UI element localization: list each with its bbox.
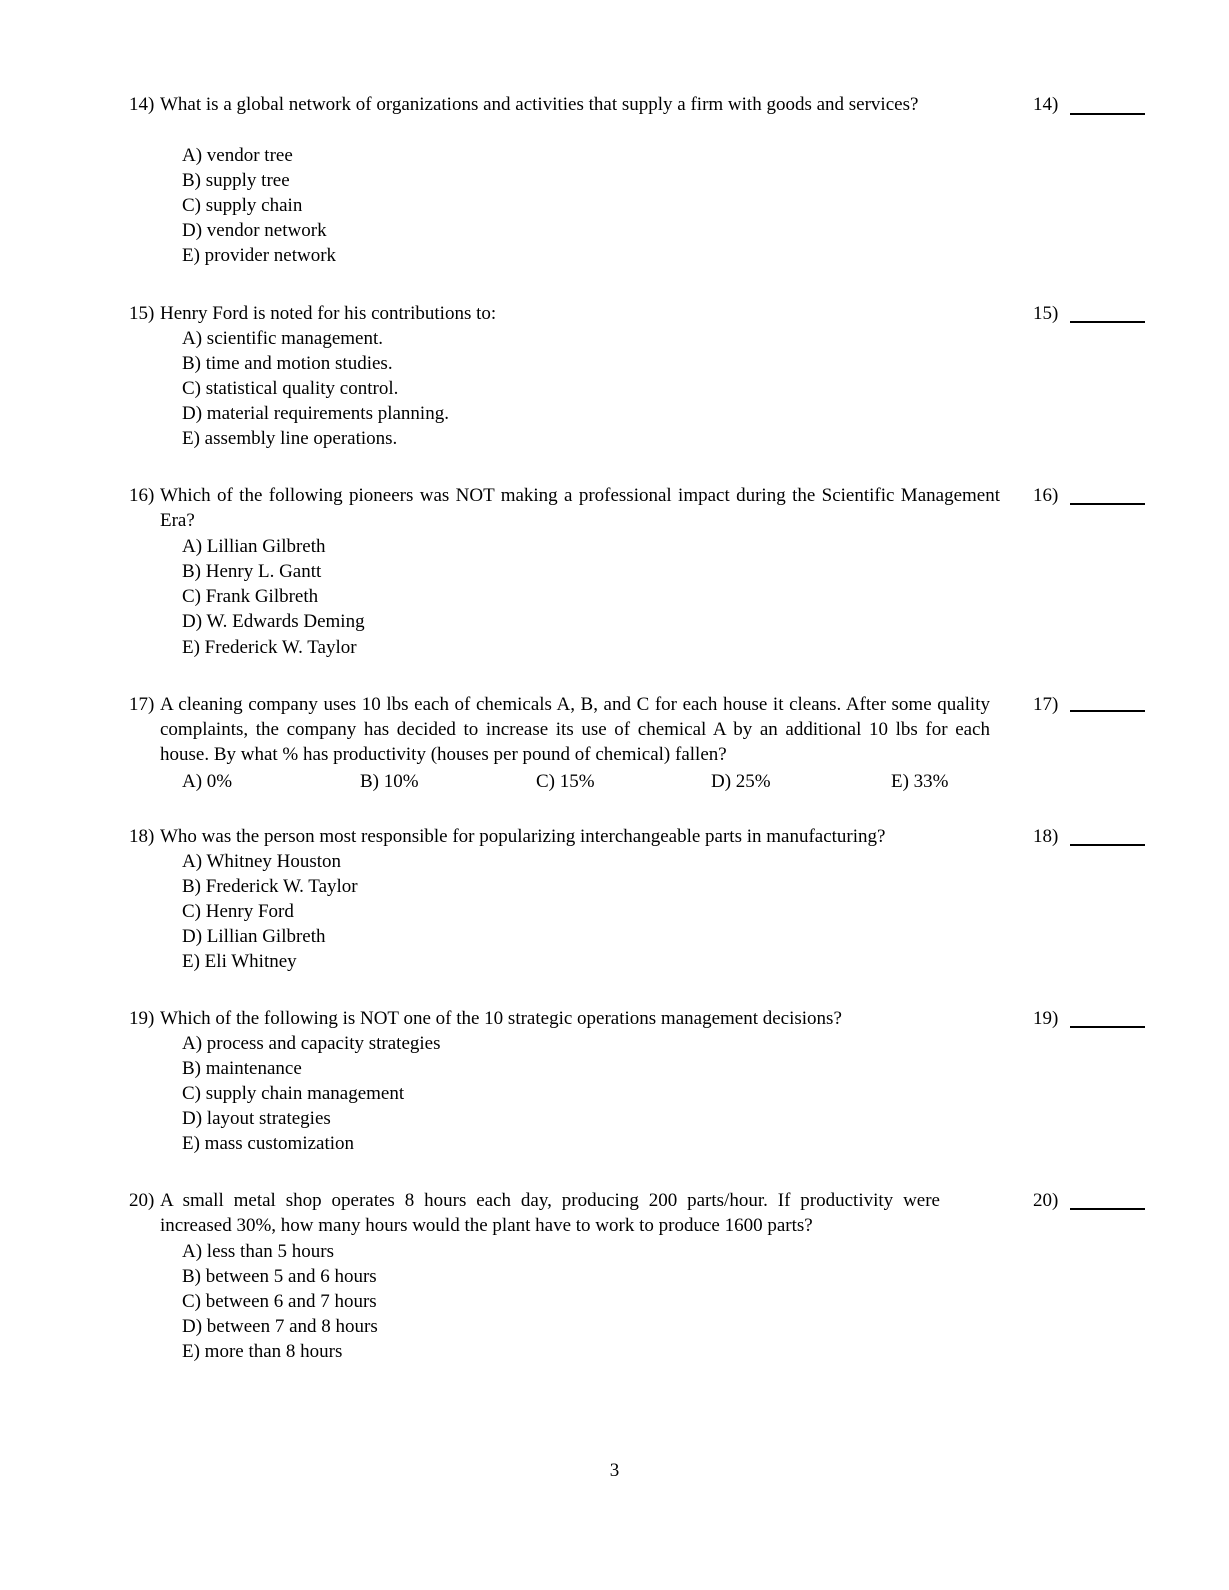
question-stem: Who was the person most responsible for popularizing interchangeable parts in manufacturing? bbox=[160, 826, 886, 847]
option-e: E) Eli Whitney bbox=[182, 951, 297, 972]
question-stem: A small metal shop operates 8 hours each day, producing 200 parts/hour. If productivity were increased 30%, how many hours would the plant have to work to produce 1600 parts? bbox=[160, 1190, 940, 1236]
option-b: B) Frederick W. Taylor bbox=[182, 876, 358, 897]
option-c: C) supply chain bbox=[182, 195, 303, 216]
question-number: 18) bbox=[129, 826, 155, 847]
option-b: B) supply tree bbox=[182, 170, 290, 191]
answer-label: 16) bbox=[1033, 485, 1059, 506]
question-stem: Which of the following is NOT one of the 10 strategic operations management decisions? bbox=[160, 1008, 842, 1029]
option-d: D) material requirements planning. bbox=[182, 403, 449, 424]
answer-blank[interactable] bbox=[1070, 113, 1145, 115]
answer-label: 19) bbox=[1033, 1008, 1059, 1029]
option-a: A) Whitney Houston bbox=[182, 851, 342, 872]
answer-label: 15) bbox=[1033, 303, 1059, 324]
option-c: C) Henry Ford bbox=[182, 901, 294, 922]
option-a: A) less than 5 hours bbox=[182, 1241, 334, 1262]
question-stem: What is a global network of organizations and activities that supply a firm with goods and services? bbox=[160, 94, 919, 115]
question-number: 20) bbox=[129, 1190, 155, 1211]
option-d: D) layout strategies bbox=[182, 1108, 331, 1129]
option-e: E) mass customization bbox=[182, 1133, 355, 1154]
option-d: D) vendor network bbox=[182, 220, 327, 241]
option-c: C) between 6 and 7 hours bbox=[182, 1291, 377, 1312]
answer-label: 20) bbox=[1033, 1190, 1059, 1211]
answer-blank[interactable] bbox=[1070, 1208, 1145, 1210]
option-a: A) scientific management. bbox=[182, 328, 384, 349]
question-number: 15) bbox=[129, 303, 155, 324]
option-e: E) provider network bbox=[182, 245, 337, 266]
option-a: A) process and capacity strategies bbox=[182, 1033, 441, 1054]
option-b: B) between 5 and 6 hours bbox=[182, 1266, 377, 1287]
option-a: A) vendor tree bbox=[182, 145, 293, 166]
option-b: B) time and motion studies. bbox=[182, 353, 393, 374]
option-b: B) Henry L. Gantt bbox=[182, 561, 322, 582]
option-d: D) W. Edwards Deming bbox=[182, 611, 365, 632]
answer-blank[interactable] bbox=[1070, 503, 1145, 505]
question-number: 16) bbox=[129, 485, 155, 506]
option-a: A) Lillian Gilbreth bbox=[182, 536, 326, 557]
option-c: C) statistical quality control. bbox=[182, 378, 399, 399]
question-stem: Which of the following pioneers was NOT making a professional impact during the Scientific Management Era? bbox=[160, 485, 1000, 531]
question-stem: A cleaning company uses 10 lbs each of chemicals A, B, and C for each house it cleans. After some quality complaints, the company has decided to increase its use of chemical A by an additional 10 lbs for each house. By what % has productivity (houses per pound of chemical) fallen? bbox=[160, 694, 990, 765]
page-number: 3 bbox=[609, 1460, 620, 1481]
question-number: 19) bbox=[129, 1008, 155, 1029]
option-b: B) 10% bbox=[360, 771, 419, 792]
answer-blank[interactable] bbox=[1070, 710, 1145, 712]
option-b: B) maintenance bbox=[182, 1058, 302, 1079]
option-a: A) 0% bbox=[182, 771, 233, 792]
answer-blank[interactable] bbox=[1070, 844, 1145, 846]
option-d: D) Lillian Gilbreth bbox=[182, 926, 326, 947]
question-number: 17) bbox=[129, 694, 155, 715]
option-c: C) Frank Gilbreth bbox=[182, 586, 319, 607]
answer-blank[interactable] bbox=[1070, 1026, 1145, 1028]
answer-label: 14) bbox=[1033, 94, 1059, 115]
option-e: E) 33% bbox=[891, 771, 949, 792]
option-d: D) between 7 and 8 hours bbox=[182, 1316, 378, 1337]
option-e: E) more than 8 hours bbox=[182, 1341, 343, 1362]
option-d: D) 25% bbox=[711, 771, 771, 792]
answer-label: 17) bbox=[1033, 694, 1059, 715]
answer-label: 18) bbox=[1033, 826, 1059, 847]
answer-blank[interactable] bbox=[1070, 321, 1145, 323]
option-c: C) 15% bbox=[536, 771, 595, 792]
question-stem: Henry Ford is noted for his contributions to: bbox=[160, 303, 497, 324]
option-e: E) Frederick W. Taylor bbox=[182, 637, 357, 658]
option-c: C) supply chain management bbox=[182, 1083, 405, 1104]
option-e: E) assembly line operations. bbox=[182, 428, 398, 449]
question-number: 14) bbox=[129, 94, 155, 115]
